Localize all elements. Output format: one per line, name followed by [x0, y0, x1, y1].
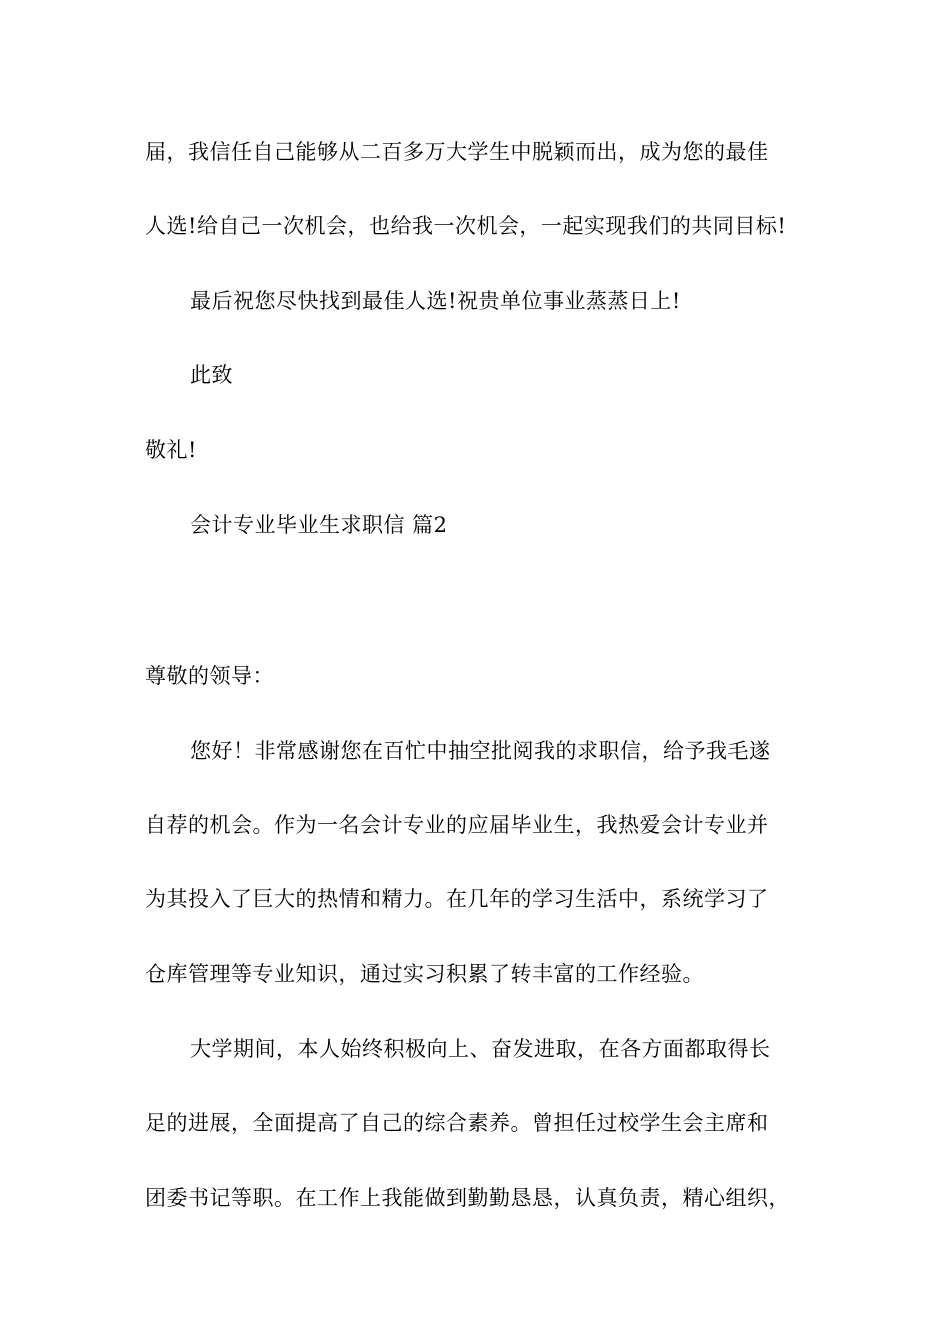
- paragraph-line: 团委书记等职。在工作上我能做到勤勤恳恳，认真负责，精心组织，: [145, 1186, 790, 1210]
- paragraph-line: 人选!给自己一次机会，也给我一次机会，一起实现我们的共同目标!: [145, 214, 787, 238]
- salutation-close: 此致: [190, 363, 233, 387]
- paragraph-line: 为其投入了巨大的热情和精力。在几年的学习生活中，系统学习了: [145, 887, 769, 911]
- paragraph-line: 大学期间，本人始终积极向上、奋发进取，在各方面都取得长: [190, 1037, 771, 1061]
- salutation-regards: 敬礼!: [145, 438, 197, 462]
- section-heading: 会计专业毕业生求职信 篇2: [190, 513, 448, 537]
- paragraph-line: 足的进展，全面提高了自己的综合素养。曾担任过校学生会主席和: [145, 1111, 769, 1135]
- closing-wish: 最后祝您尽快找到最佳人选!祝贵单位事业蒸蒸日上!: [190, 289, 681, 313]
- greeting: 尊敬的领导：: [145, 664, 274, 688]
- paragraph-line: 仓库管理等专业知识，通过实习积累了转丰富的工作经验。: [145, 962, 704, 986]
- paragraph-line: 您好！非常感谢您在百忙中抽空批阅我的求职信，给予我毛遂: [190, 739, 771, 763]
- paragraph-line: 自荐的机会。作为一名会计专业的应届毕业生，我热爱会计专业并: [145, 813, 769, 837]
- paragraph-line: 届，我信任自己能够从二百多万大学生中脱颖而出，成为您的最佳: [145, 140, 769, 164]
